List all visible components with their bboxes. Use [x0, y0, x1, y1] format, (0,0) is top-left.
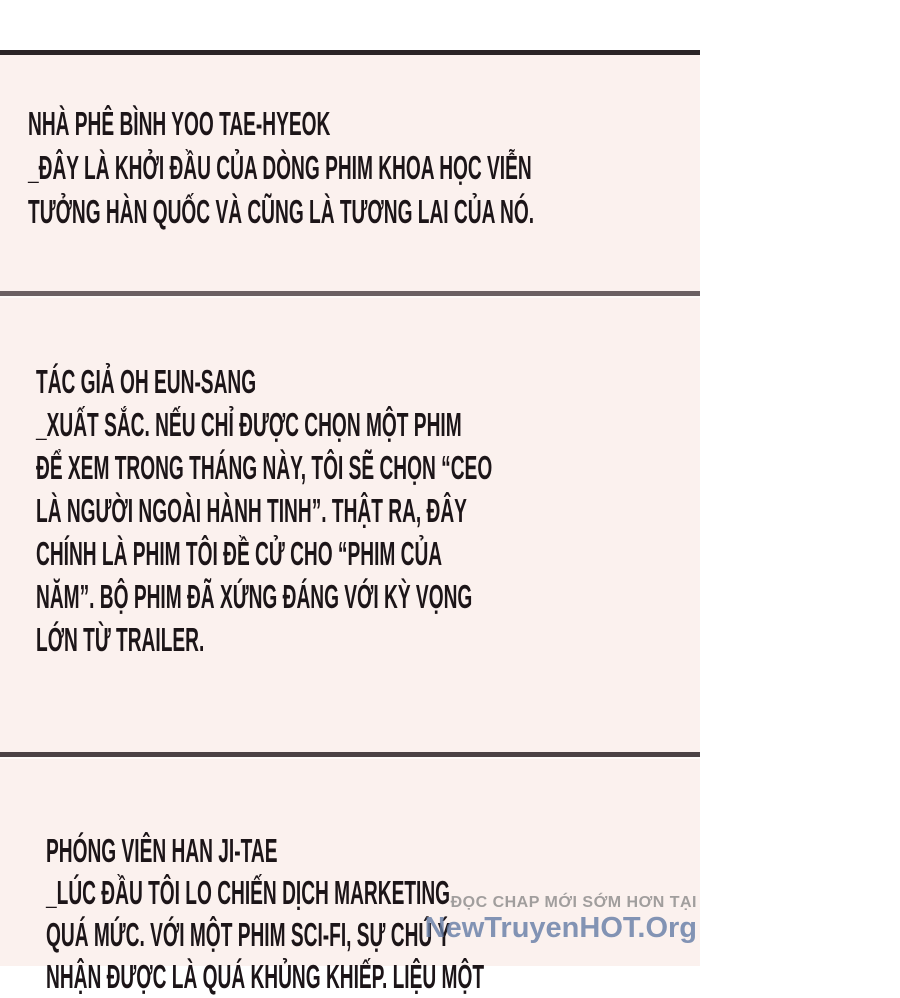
- panel-text-block: [36, 360, 823, 661]
- watermark-site-name: NewTruyenHOT.Org: [424, 912, 697, 944]
- speaker-name: NHÀ PHÊ BÌNH YOO TAE-HYEOK: [28, 105, 331, 142]
- dialogue-line: NHẬN ĐƯỢC LÀ QUÁ KHỦNG KHIẾP. LIỆU MỘT: [46, 958, 485, 995]
- dialogue-line: CHÍNH LÀ PHIM TÔI ĐỀ CỬ CHO “PHIM CỦA: [36, 535, 443, 572]
- dialogue-line: _ĐÂY LÀ KHỞI ĐẦU CỦA DÒNG PHIM KHOA HỌC VIỄN: [28, 149, 532, 186]
- speaker-name: PHÓNG VIÊN HAN JI-TAE: [46, 832, 278, 869]
- dialogue-line: LỚN TỪ TRAILER.: [36, 621, 205, 658]
- dialogue-line: NĂM”. BỘ PHIM ĐÃ XỨNG ĐÁNG VỚI KỲ VỌNG: [36, 578, 473, 615]
- page-top-margin: [0, 0, 700, 50]
- dialogue-line: TƯỞNG HÀN QUỐC VÀ CŨNG LÀ TƯƠNG LAI CỦA NÓ.: [28, 193, 535, 230]
- watermark-tagline: ĐỌC CHAP MỚI SỚM HƠN TẠI: [450, 894, 697, 911]
- speaker-name: TÁC GIẢ OH EUN-SANG: [36, 363, 257, 400]
- dialogue-line: ĐỂ XEM TRONG THÁNG NÀY, TÔI SẼ CHỌN “CEO: [36, 449, 493, 486]
- dialogue-line: LÀ NGƯỜI NGOÀI HÀNH TINH”. THẬT RA, ĐÂY: [36, 492, 467, 529]
- panel-text-block: [28, 102, 900, 234]
- comic-panel-author: [0, 298, 700, 752]
- site-watermark: [425, 893, 697, 945]
- dialogue-line: _LÚC ĐẦU TÔI LO CHIẾN DỊCH MARKETING: [46, 874, 451, 911]
- dialogue-line: _XUẤT SẮC. NẾU CHỈ ĐƯỢC CHỌN MỘT PHIM: [36, 406, 462, 443]
- comic-panel-critic: [0, 55, 700, 291]
- dialogue-line: QUÁ MỨC. VỚI MỘT PHIM SCI-FI, SỰ CHÚ Ý: [46, 916, 451, 953]
